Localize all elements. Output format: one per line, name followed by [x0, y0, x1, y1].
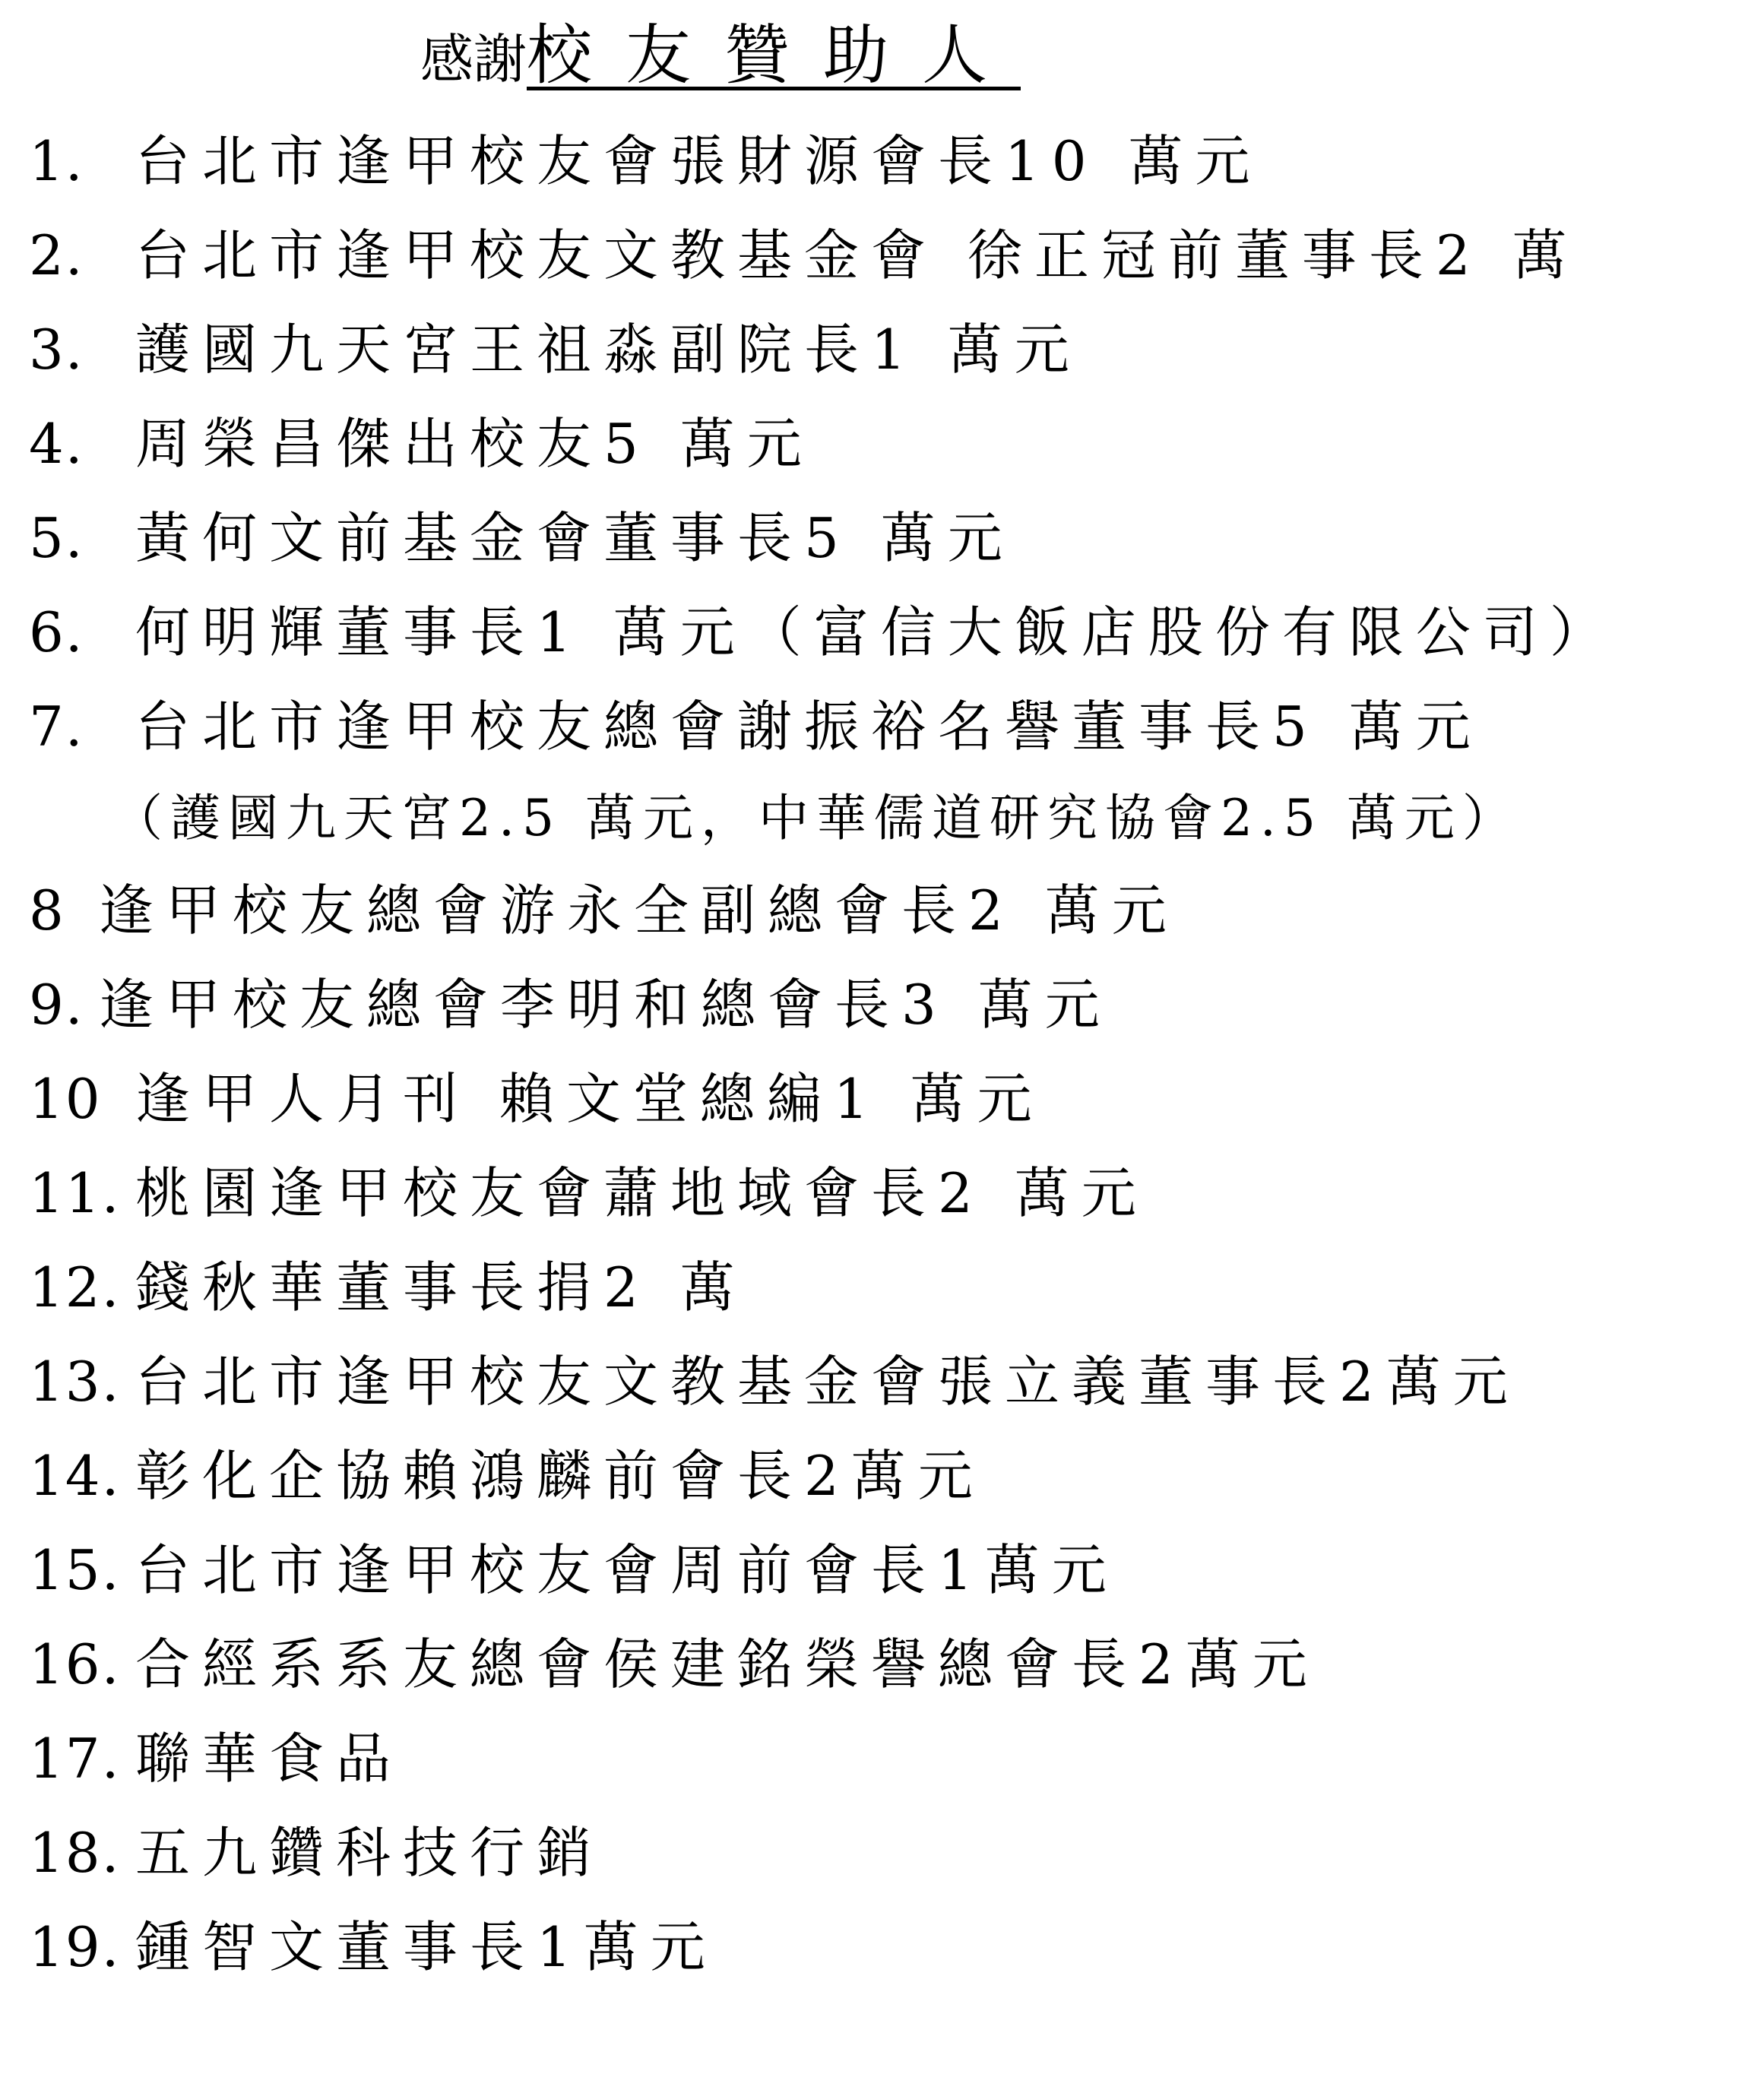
item-text: 錢秋華董事長捐2 萬 — [135, 1255, 747, 1319]
item-text: 台北市逢甲校友文教基金會 徐正冠前董事長2 萬 — [135, 223, 1579, 287]
item-number: 10 — [29, 1067, 102, 1131]
title-main: 校友贊助人 — [527, 17, 1021, 93]
list-item — [29, 1711, 1747, 1806]
item-text: 五九鑽科技行銷 — [135, 1821, 604, 1885]
list-item — [29, 1240, 1747, 1335]
item-number: 19. — [29, 1915, 121, 1979]
item-text: 台北市逢甲校友總會謝振裕名譽董事長5 萬元 — [135, 695, 1483, 758]
item-text: 台北市逢甲校友會周前會長1萬元 — [135, 1538, 1119, 1602]
sponsor-list — [29, 114, 1747, 1994]
item-text: 桃園逢甲校友會蕭地域會長2 萬元 — [135, 1161, 1148, 1225]
item-text: 台北市逢甲校友會張財源會長10 萬元 — [135, 129, 1262, 193]
list-item — [29, 679, 1747, 774]
item-number: 4. — [29, 412, 84, 476]
item-number: 15. — [29, 1538, 121, 1602]
list-item — [29, 958, 1747, 1052]
item-number: 3. — [29, 318, 84, 382]
list-item — [29, 863, 1747, 958]
item-number: 17. — [29, 1727, 121, 1791]
item-text: 周榮昌傑出校友5 萬元 — [135, 412, 814, 476]
item-text: 彰化企協賴鴻麟前會長2萬元 — [135, 1444, 985, 1508]
list-item — [29, 1617, 1747, 1711]
list-item-note — [29, 774, 1747, 863]
list-item — [29, 491, 1747, 585]
item-text: 護國九天宮王祖淼副院長1 萬元 — [135, 318, 1082, 382]
list-item — [29, 1429, 1747, 1523]
item-number: 7. — [29, 695, 84, 758]
item-text: 聯華食品 — [135, 1727, 404, 1791]
list-item — [29, 397, 1747, 491]
list-item — [29, 1146, 1747, 1240]
item-text: 台北市逢甲校友文教基金會張立義董事長2萬元 — [135, 1350, 1520, 1414]
list-item — [29, 302, 1747, 397]
page-title — [420, 14, 1021, 97]
list-item — [29, 1052, 1747, 1146]
item-number: 14. — [29, 1444, 121, 1508]
item-text: 何明輝董事長1 萬元（富信大飯店股份有限公司） — [135, 600, 1617, 664]
item-number: 11. — [29, 1161, 121, 1225]
item-number: 2. — [29, 223, 84, 287]
item-text: 逢甲人月刊 賴文堂總編1 萬元 — [135, 1067, 1044, 1131]
item-text: 逢甲校友總會游永全副總會長2 萬元 — [99, 879, 1179, 942]
item-number: 9. — [29, 973, 84, 1037]
list-item — [29, 585, 1747, 679]
item-text: 合經系系友總會侯建銘榮譽總會長2萬元 — [135, 1632, 1319, 1696]
item-text: 逢甲校友總會李明和總會長3 萬元 — [99, 973, 1112, 1037]
item-number: 13. — [29, 1350, 121, 1414]
item-number: 8 — [29, 879, 65, 942]
item-number: 5. — [29, 506, 84, 570]
list-item — [29, 1806, 1747, 1900]
list-item — [29, 1523, 1747, 1617]
item-number: 16. — [29, 1632, 121, 1696]
item-number: 1. — [29, 129, 84, 193]
list-item — [29, 208, 1747, 302]
item-number: 6. — [29, 600, 84, 664]
item-text: 黃何文前基金會董事長5 萬元 — [135, 506, 1015, 570]
item-text: 鍾智文董事長1萬元 — [135, 1915, 717, 1979]
list-item — [29, 114, 1747, 208]
list-item — [29, 1335, 1747, 1429]
title-prefix: 感謝 — [420, 28, 527, 90]
item-number: 18. — [29, 1821, 121, 1885]
item-number: 12. — [29, 1255, 121, 1319]
list-item — [29, 1900, 1747, 1994]
item-text: （護國九天宮2.5 萬元，中華儒道研究協會2.5 萬元） — [112, 789, 1520, 847]
